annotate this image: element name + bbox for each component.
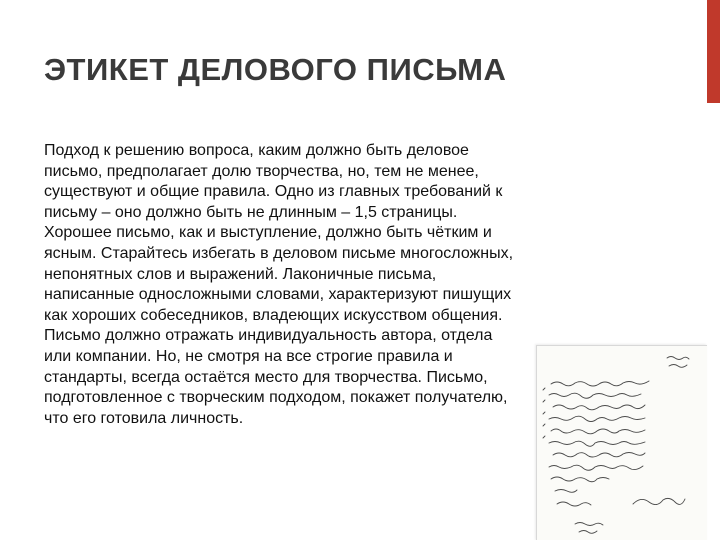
handwritten-letter-image	[536, 345, 707, 540]
slide-title: ЭТИКЕТ ДЕЛОВОГО ПИСЬМА	[44, 52, 507, 87]
accent-bar	[707, 0, 720, 103]
body-text: Подход к решению вопроса, каким должно быть деловое письмо, предполагает долю творчества, но, тем не менее, существуют и общие правила. Одно из главных требований к письму – оно должно быть не длинным – 1,5 страницы. Хорошее письмо, как и выступление, должно быть чётким и ясным. Старайтесь избегать в деловом письме многосложных, непонятных слов и выражений. Лаконичные письма, написанные односложными словами, характеризуют пишущих как хороших собеседников, владеющих искусством общения. Письмо должно отражать индивидуальность автора, отдела или компании. Но, не смотря на все строгие правила и стандарты, всегда остаётся место для творчества. Письмо, подготовленное с творческим подходом, покажет получателю, что его готовила личность.	[44, 142, 514, 427]
handwriting-scribble	[537, 346, 707, 540]
